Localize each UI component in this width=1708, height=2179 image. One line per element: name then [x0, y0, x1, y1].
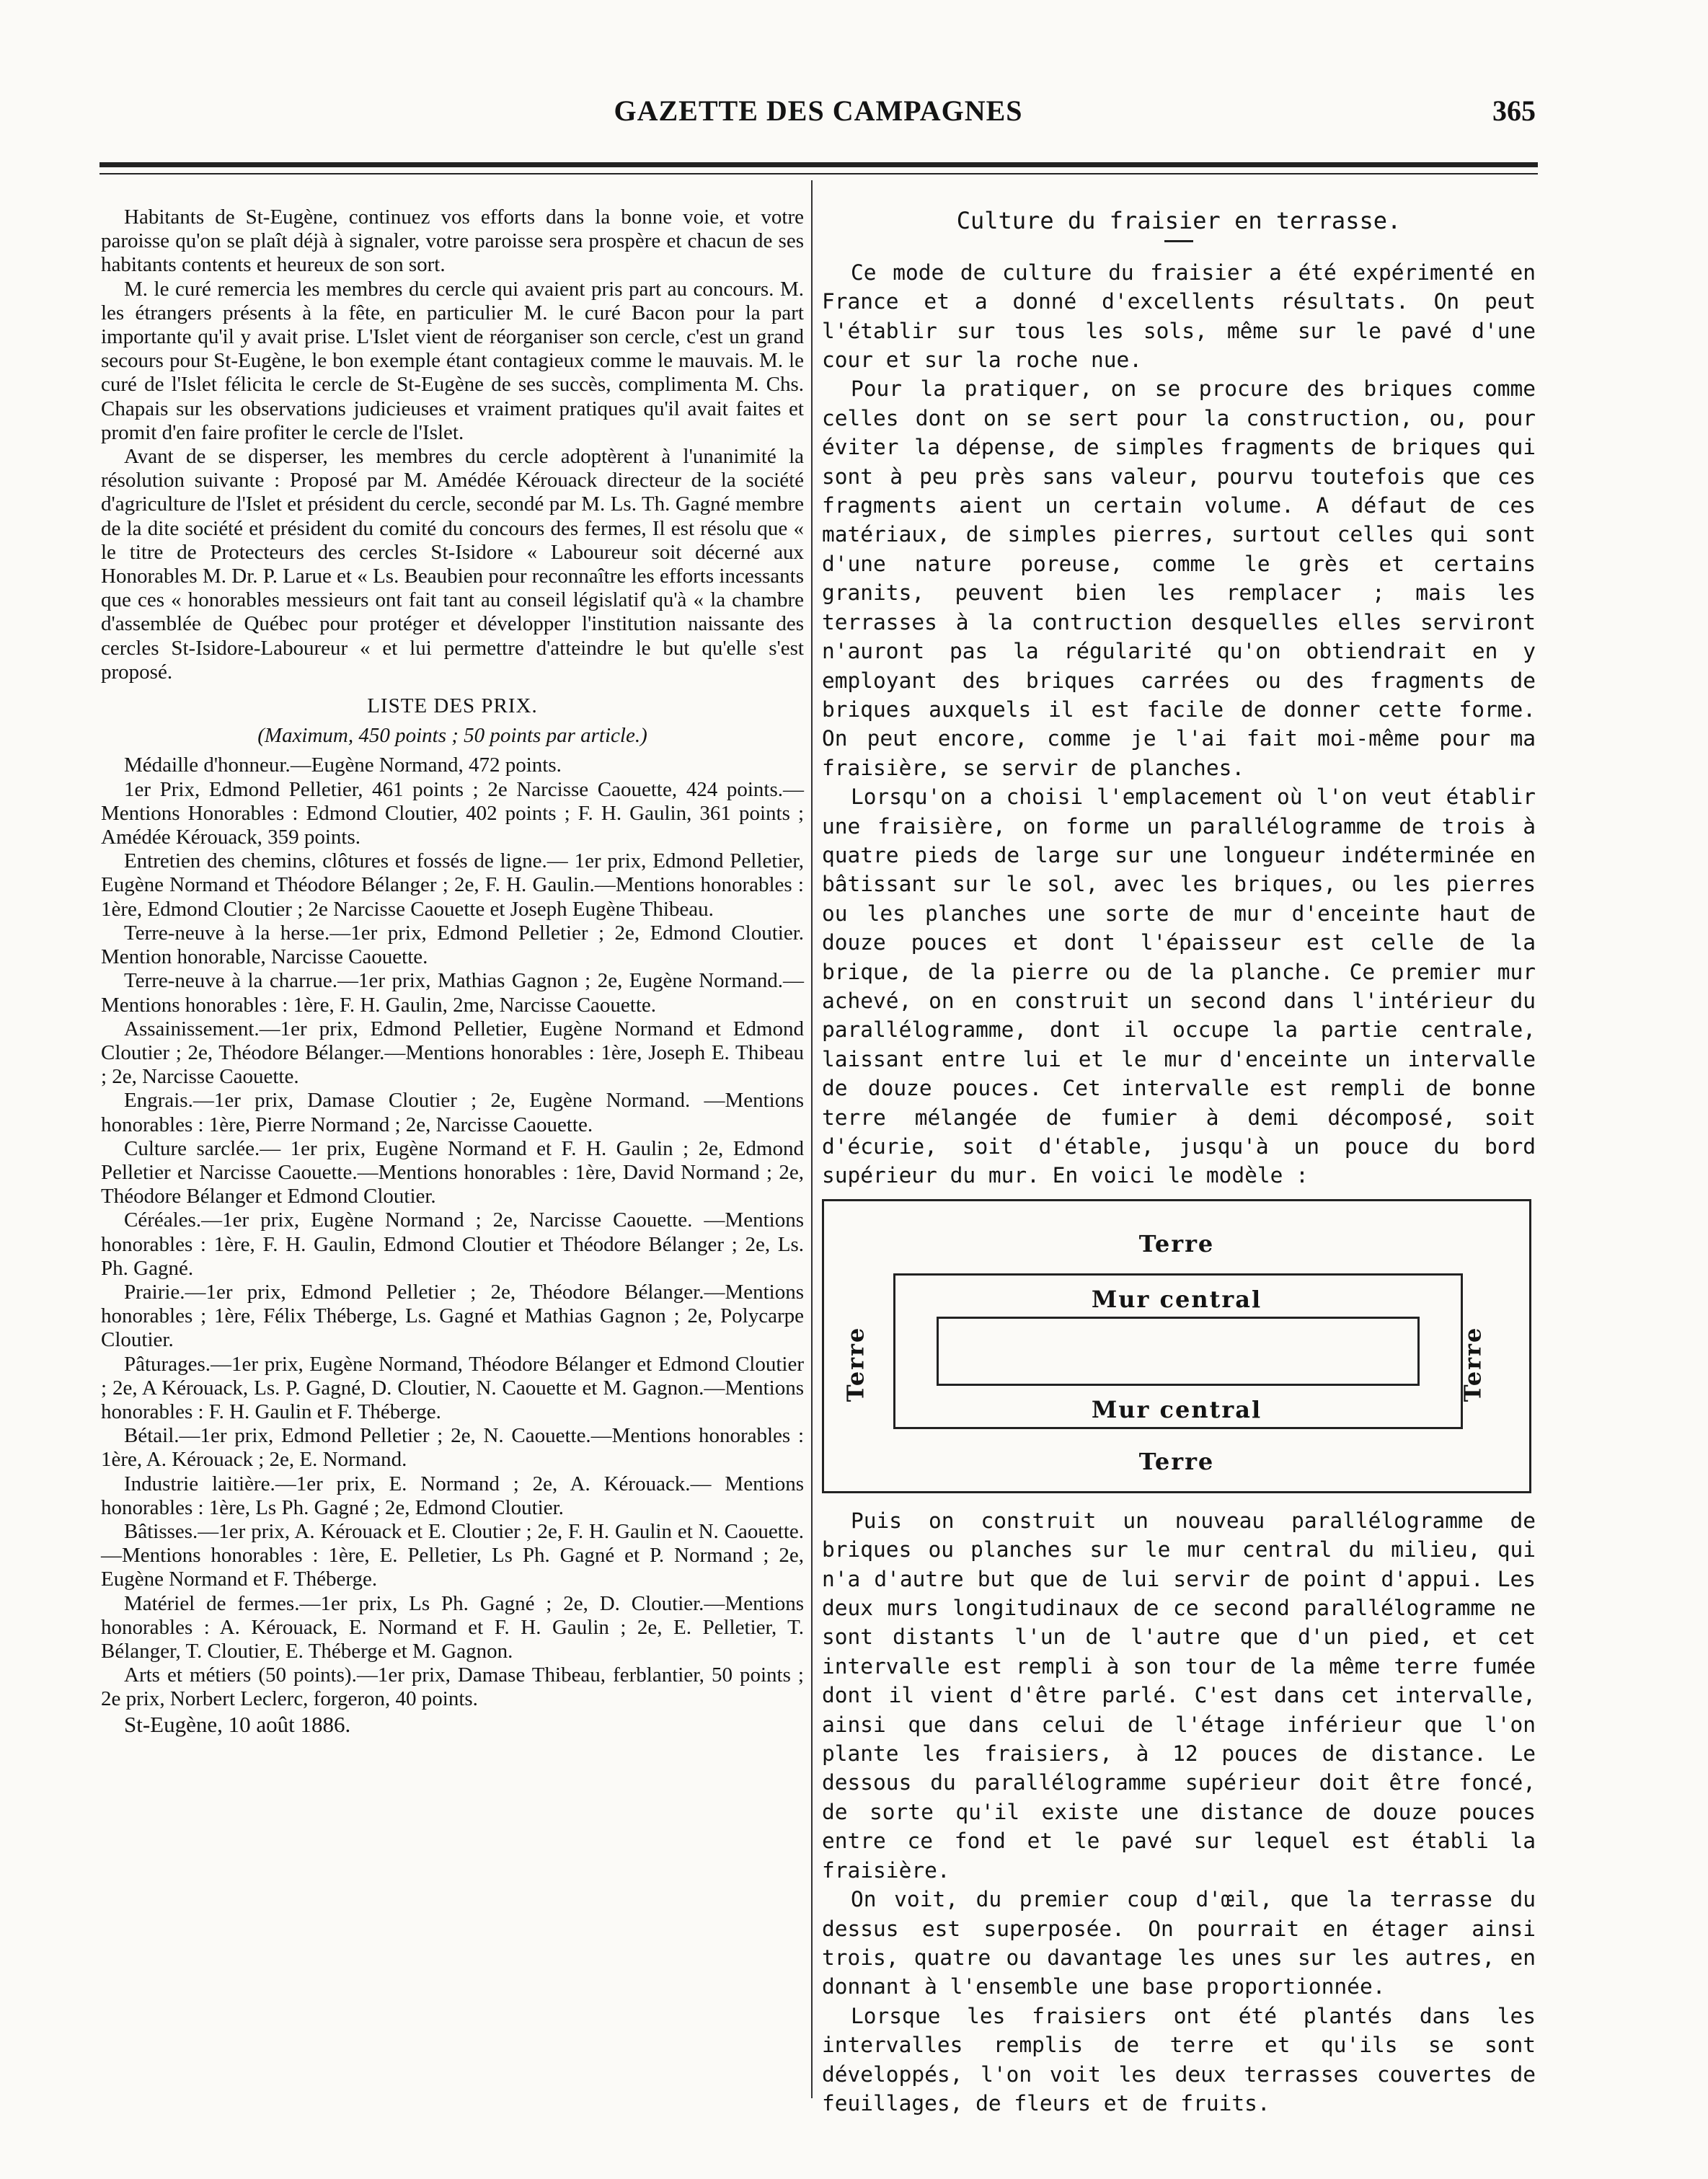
prize-list-subtitle: (Maximum, 450 points ; 50 points par article.)	[257, 724, 647, 748]
prize-entry: Céréales.—1er prix, Eugène Normand ; 2e, Narcisse Caouette. —Mentions honorables : 1ère, F. H. Gaulin, Edmond Cloutier et Théodore Bélanger ; 2e, Ls. Ph. Gagné.	[101, 1208, 804, 1280]
prize-entry: Entretien des chemins, clôtures et fossés de ligne.— 1er prix, Edmond Pelletier, Eugène Normand et Théodore Bélanger ; 2e, F. H. Gaulin.—Mentions honorables : 1ère, Edmond Cloutier ; 2e Narcisse Caouette et Joseph Eugène Thibeau.	[101, 849, 804, 921]
prize-entry: Bâtisses.—1er prix, A. Kérouack et E. Cloutier ; 2e, F. H. Gaulin et N. Caouette.—Mentions honorables : 1ère, E. Pelletier, Ls Ph. Gagné et P. Normand ; 2e, Eugène Normand et F. Théberge.	[101, 1519, 804, 1591]
article-title: Culture du fraisier en terrasse.	[956, 207, 1402, 234]
signature-line: St-Eugène, 10 août 1886.	[124, 1711, 351, 1737]
header-rule-thin	[99, 173, 1538, 174]
page-header	[101, 94, 1536, 144]
prize-entry: Assainissement.—1er prix, Edmond Pelletier, Eugène Normand et Edmond Cloutier ; 2e, Théodore Bélanger.—Mentions honorables : 1ère, Joseph E. Thibeau ; 2e, Narcisse Caouette.	[101, 1017, 804, 1089]
diagram-label-terre-bottom: Terre	[1138, 1447, 1215, 1475]
title-dash	[1164, 240, 1193, 242]
diagram-label-terre-top: Terre	[1138, 1229, 1215, 1258]
prize-entry: 1er Prix, Edmond Pelletier, 461 points ; 2e Narcisse Caouette, 424 points.— Mentions Honorables : Edmond Cloutier, 402 points ; F. H. Gaulin, 361 points ; Amédée Kérouack, 359 points.	[101, 777, 804, 849]
paragraph: Avant de se disperser, les membres du cercle adoptèrent à l'unanimité la résolution suivante : Proposé par M. Amédée Kérouack directeur de la société d'agriculture de l'Islet et président du cercle, secondé par M. Ls. Th. Gagné membre de la dite société et président du comité du concours des fermes, Il est résolu que « le titre de Protecteurs des cercles St-Isidore « Laboureur soit décerné aux Honorables M. Dr. P. Larue et « Ls. Beaubien pour reconnaître les efforts incessants que ces « honorables messieurs ont fait tant au conseil législatif qu'à « la chambre d'assemblée de Québec pour protéger et développer l'institution naissante des cercles St-Isidore-Laboureur « et lui permettre d'atteindre le but qu'elle s'est proposé.	[101, 445, 804, 684]
prize-entry: Bétail.—1er prix, Edmond Pelletier ; 2e, N. Caouette.—Mentions honorables : 1ère, A. Kérouack ; 2e, E. Normand.	[101, 1424, 804, 1472]
inner-wall-box	[937, 1317, 1420, 1386]
paragraph: Pour la pratiquer, on se procure des briques comme celles dont on se sert pour la construction, ou, pour éviter la dépense, de simples fragments de briques qui sont à peu près sans valeur, pourvu toutefois que ces fragments aient un certain volume. A défaut de ces matériaux, de simples pierres, surtout celles qui sont d'une nature poreuse, comme le grès et certains granits, peuvent bien les remplacer ; mais les terrasses à la contruction desquelles elles serviront n'auront pas la régularité qu'on obtiendrait en y employant des briques carrées ou des fragments de briques auxquels il est facile de donner cette forme. On peut encore, comme je l'ai fait moi-même pour ma fraisière, se servir de planches.	[822, 376, 1536, 780]
diagram-label-terre-right: Terre	[1459, 1326, 1487, 1402]
prize-entry: Prairie.—1er prix, Edmond Pelletier ; 2e, Théodore Bélanger.—Mentions honorables ; 1ère, Félix Théberge, Ls. Gagné et Mathias Gagnon ; 2e, Polycarpe Cloutier.	[101, 1280, 804, 1352]
header-rule-thick	[99, 162, 1538, 167]
column-divider	[811, 180, 813, 2098]
prize-entry: Culture sarclée.— 1er prix, Eugène Normand et F. H. Gaulin ; 2e, Edmond Pelletier et Narcisse Caouette.—Mentions honorables : 1ère, David Normand ; 2e, Théodore Bélanger et Edmond Cloutier.	[101, 1136, 804, 1208]
prize-entry: Matériel de fermes.—1er prix, Ls Ph. Gagné ; 2e, D. Cloutier.—Mentions honorables : A. Kérouack, E. Normand et F. H. Gaulin ; 2e, E. Pelletier, T. Bélanger, T. Cloutier, E. Théberge et M. Gagnon.	[101, 1591, 804, 1663]
prize-entry: Engrais.—1er prix, Damase Cloutier ; 2e, Eugène Normand. —Mentions honorables : 1ère, Pierre Normand ; 2e, Narcisse Caouette.	[101, 1089, 804, 1136]
prize-entry: Terre-neuve à la charrue.—1er prix, Mathias Gagnon ; 2e, Eugène Normand.—Mentions honorables : 1ère, F. H. Gaulin, 2me, Narcisse Caouette.	[101, 969, 804, 1017]
left-column	[101, 205, 804, 2102]
diagram-label-terre-left: Terre	[841, 1326, 870, 1402]
terrace-diagram	[822, 1199, 1531, 1493]
paragraph: Habitants de St-Eugène, continuez vos efforts dans la bonne voie, et votre paroisse qu'on se plaît déjà à signaler, votre paroisse sera prospère et chacun de ses habitants contents et heureux de son sort.	[101, 205, 804, 277]
page-number: 365	[1492, 94, 1536, 127]
diagram-label-mur-bottom: Mur central	[1091, 1395, 1262, 1423]
running-title: GAZETTE DES CAMPAGNES	[614, 94, 1023, 127]
prize-list-title: LISTE DES PRIX.	[367, 694, 538, 718]
prize-entry: Terre-neuve à la herse.—1er prix, Edmond Pelletier ; 2e, Edmond Cloutier. Mention honorable, Narcisse Caouette.	[101, 921, 804, 969]
right-column	[822, 205, 1536, 2116]
prize-entry: Médaille d'honneur.—Eugène Normand, 472 points.	[124, 753, 562, 777]
paragraph: Ce mode de culture du fraisier a été expérimenté en France et a donné d'excellents résultats. On peut l'établir sur tous les sols, même sur le pavé d'une cour et sur la roche nue.	[822, 260, 1536, 373]
diagram-label-mur-top: Mur central	[1091, 1285, 1262, 1313]
paragraph: Puis on construit un nouveau parallélogramme de briques ou planches sur le mur central du milieu, qui n'a d'autre but que de lui servir de point d'appui. Les deux murs longitudinaux de ce second parallélogramme ne sont distants l'un de l'autre que d'un pied, et cet intervalle est rempli à son tour de la même terre fumée dont il vient d'être parlé. C'est dans cet intervalle, ainsi que dans celui de l'étage inférieur que l'on plante les fraisiers, à 12 pouces de distance. Le dessous du parallélogramme supérieur doit être foncé, de sorte qu'il existe une distance de douze pouces entre ce fond et le pavé sur lequel est établi la fraisière.	[822, 1508, 1536, 1883]
paragraph: M. le curé remercia les membres du cercle qui avaient pris part au concours. M. les étrangers présents à la fête, en particulier M. le curé Bacon pour la part importante qu'il y avait prise. L'Islet vient de réorganiser son cercle, c'est un grand secours pour St-Eugène, le bon exemple étant contagieux comme le mauvais. M. le curé de l'Islet félicita le cercle de St-Eugène de ses succès, complimenta M. Chs. Chapais sur les observations judicieuses et vraiment pratiques qu'il avait faites et promit d'en faire profiter le cercle de l'Islet.	[101, 277, 804, 444]
paragraph: Lorsque les fraisiers ont été plantés dans les intervalles remplis de terre et qu'ils se sont développés, l'on voit les deux terrasses couvertes de feuillages, de fleurs et de fruits.	[822, 2003, 1536, 2116]
prize-entry: Pâturages.—1er prix, Eugène Normand, Théodore Bélanger et Edmond Cloutier ; 2e, A Kérouack, Ls. P. Gagné, D. Cloutier, N. Caouette et M. Gagnon.—Mentions honorables : F. H. Gaulin et F. Théberge.	[101, 1352, 804, 1423]
prize-entry: Industrie laitière.—1er prix, E. Normand ; 2e, A. Kérouack.— Mentions honorables : 1ère, Ls Ph. Gagné ; 2e, Edmond Cloutier.	[101, 1472, 804, 1519]
paragraph: On voit, du premier coup d'œil, que la terrasse du dessus est superposée. On pourrait en étager ainsi trois, quatre ou davantage les unes sur les autres, en donnant à l'ensemble une base proportionnée.	[822, 1887, 1536, 1999]
paragraph: Lorsqu'on a choisi l'emplacement où l'on veut établir une fraisière, on forme un parallélogramme de trois à quatre pieds de large sur une longueur indéterminée en bâtissant sur le sol, avec les briques, ou les pierres ou les planches une sorte de mur d'enceinte haut de douze pouces et dont l'épaisseur est celle de la brique, de la pierre ou de la planche. Ce premier mur achevé, on en construit un second dans l'intérieur du parallélogramme, dont il occupe la partie centrale, laissant entre lui et le mur d'enceinte un intervalle de douze pouces. Cet intervalle est rempli de bonne terre mélangée de fumier à demi décomposé, soit d'écurie, soit d'étable, jusqu'à un pouce du bord supérieur du mur. En voici le modèle :	[822, 784, 1536, 1188]
prize-entry: Arts et métiers (50 points).—1er prix, Damase Thibeau, ferblantier, 50 points ; 2e prix, Norbert Leclerc, forgeron, 40 points.	[101, 1663, 804, 1711]
